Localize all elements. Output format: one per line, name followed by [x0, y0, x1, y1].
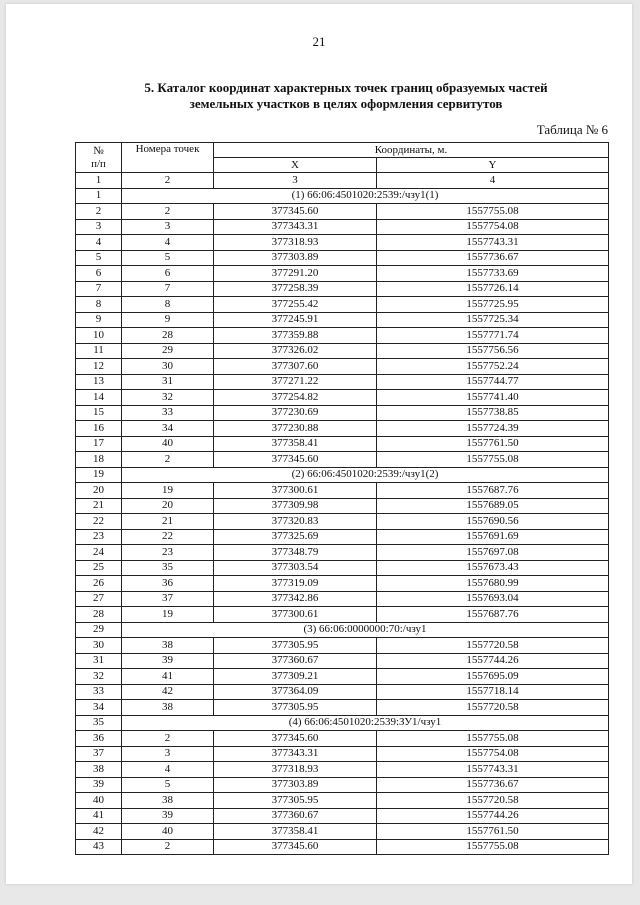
x-coordinate-cell: 377255.42	[214, 297, 377, 313]
x-coordinate-cell: 377348.79	[214, 545, 377, 561]
x-coordinate-cell: 377364.09	[214, 684, 377, 700]
x-coordinate-cell: 377358.41	[214, 436, 377, 452]
y-coordinate-cell: 1557744.26	[377, 653, 609, 669]
x-coordinate-cell: 377305.95	[214, 793, 377, 809]
table-row	[76, 824, 609, 840]
x-coordinate-cell: 377318.93	[214, 762, 377, 778]
y-coordinate-cell: 1557736.67	[377, 777, 609, 793]
point-number-cell: 41	[122, 669, 214, 685]
y-coordinate-cell: 1557754.08	[377, 746, 609, 762]
point-number-cell: 23	[122, 545, 214, 561]
table-section-row	[76, 188, 609, 204]
table-row	[76, 591, 609, 607]
table-body	[76, 188, 609, 855]
x-coordinate-cell: 377343.31	[214, 219, 377, 235]
point-number-cell: 5	[122, 250, 214, 266]
table-row	[76, 700, 609, 716]
x-coordinate-cell: 377326.02	[214, 343, 377, 359]
table-row	[76, 483, 609, 499]
point-number-cell: 32	[122, 390, 214, 406]
row-number-cell: 8	[76, 297, 122, 313]
y-coordinate-cell: 1557691.69	[377, 529, 609, 545]
table-row	[76, 235, 609, 251]
row-number-cell: 22	[76, 514, 122, 530]
y-coordinate-cell: 1557755.08	[377, 452, 609, 468]
column-number-cell: 4	[377, 173, 609, 189]
column-number-cell: 2	[122, 173, 214, 189]
section-title-cell: (3) 66:06:0000000:70:/чзу1	[122, 622, 609, 638]
point-number-cell: 19	[122, 483, 214, 499]
column-number-cell: 3	[214, 173, 377, 189]
row-number-cell: 36	[76, 731, 122, 747]
row-number-cell: 5	[76, 250, 122, 266]
point-number-cell: 4	[122, 762, 214, 778]
point-number-cell: 40	[122, 436, 214, 452]
x-coordinate-cell: 377320.83	[214, 514, 377, 530]
point-number-cell: 6	[122, 266, 214, 282]
row-number-cell: 15	[76, 405, 122, 421]
x-coordinate-cell: 377319.09	[214, 576, 377, 592]
row-number-cell: 41	[76, 808, 122, 824]
point-number-cell: 29	[122, 343, 214, 359]
document-page	[6, 4, 632, 884]
table-column-numbers-row	[76, 173, 609, 189]
table-row	[76, 808, 609, 824]
y-coordinate-cell: 1557680.99	[377, 576, 609, 592]
table-row	[76, 436, 609, 452]
row-number-cell: 34	[76, 700, 122, 716]
y-coordinate-cell: 1557673.43	[377, 560, 609, 576]
y-coordinate-cell: 1557744.26	[377, 808, 609, 824]
row-number-cell: 1	[76, 188, 122, 204]
header-coords: Координаты, м.	[214, 143, 609, 158]
row-number-cell: 20	[76, 483, 122, 499]
x-coordinate-cell: 377258.39	[214, 281, 377, 297]
header-y: Y	[377, 158, 609, 173]
y-coordinate-cell: 1557695.09	[377, 669, 609, 685]
x-coordinate-cell: 377309.98	[214, 498, 377, 514]
x-coordinate-cell: 377345.60	[214, 839, 377, 855]
row-number-cell: 7	[76, 281, 122, 297]
table-row	[76, 250, 609, 266]
row-number-cell: 33	[76, 684, 122, 700]
row-number-cell: 13	[76, 374, 122, 390]
y-coordinate-cell: 1557755.08	[377, 731, 609, 747]
x-coordinate-cell: 377307.60	[214, 359, 377, 375]
x-coordinate-cell: 377358.41	[214, 824, 377, 840]
y-coordinate-cell: 1557771.74	[377, 328, 609, 344]
x-coordinate-cell: 377360.67	[214, 653, 377, 669]
x-coordinate-cell: 377230.69	[214, 405, 377, 421]
table-header-row-1	[76, 143, 609, 158]
point-number-cell: 40	[122, 824, 214, 840]
row-number-cell: 19	[76, 467, 122, 483]
y-coordinate-cell: 1557743.31	[377, 762, 609, 778]
header-num-line-1: №	[93, 144, 104, 157]
x-coordinate-cell: 377245.91	[214, 312, 377, 328]
point-number-cell: 33	[122, 405, 214, 421]
y-coordinate-cell: 1557733.69	[377, 266, 609, 282]
x-coordinate-cell: 377360.67	[214, 808, 377, 824]
table-row	[76, 266, 609, 282]
table-section-row	[76, 715, 609, 731]
point-number-cell: 39	[122, 808, 214, 824]
row-number-cell: 29	[76, 622, 122, 638]
table-row	[76, 762, 609, 778]
y-coordinate-cell: 1557761.50	[377, 436, 609, 452]
y-coordinate-cell: 1557697.08	[377, 545, 609, 561]
coordinates-table	[75, 142, 609, 855]
point-number-cell: 37	[122, 591, 214, 607]
y-coordinate-cell: 1557755.08	[377, 204, 609, 220]
point-number-cell: 34	[122, 421, 214, 437]
point-number-cell: 3	[122, 219, 214, 235]
y-coordinate-cell: 1557690.56	[377, 514, 609, 530]
x-coordinate-cell: 377305.95	[214, 638, 377, 654]
x-coordinate-cell: 377345.60	[214, 731, 377, 747]
y-coordinate-cell: 1557741.40	[377, 390, 609, 406]
point-number-cell: 4	[122, 235, 214, 251]
y-coordinate-cell: 1557755.08	[377, 839, 609, 855]
row-number-cell: 35	[76, 715, 122, 731]
table-row	[76, 219, 609, 235]
row-number-cell: 18	[76, 452, 122, 468]
y-coordinate-cell: 1557754.08	[377, 219, 609, 235]
point-number-cell: 8	[122, 297, 214, 313]
table-row	[76, 731, 609, 747]
table-row	[76, 498, 609, 514]
row-number-cell: 39	[76, 777, 122, 793]
header-points: Номера точек	[122, 143, 214, 173]
table-row	[76, 793, 609, 809]
x-coordinate-cell: 377318.93	[214, 235, 377, 251]
point-number-cell: 3	[122, 746, 214, 762]
row-number-cell: 14	[76, 390, 122, 406]
table-row	[76, 328, 609, 344]
table-row	[76, 204, 609, 220]
x-coordinate-cell: 377230.88	[214, 421, 377, 437]
row-number-cell: 27	[76, 591, 122, 607]
row-number-cell: 37	[76, 746, 122, 762]
header-x: X	[214, 158, 377, 173]
table-row	[76, 529, 609, 545]
table-row	[76, 514, 609, 530]
x-coordinate-cell: 377303.54	[214, 560, 377, 576]
point-number-cell: 5	[122, 777, 214, 793]
row-number-cell: 23	[76, 529, 122, 545]
x-coordinate-cell: 377305.95	[214, 700, 377, 716]
table-row	[76, 638, 609, 654]
y-coordinate-cell: 1557738.85	[377, 405, 609, 421]
point-number-cell: 22	[122, 529, 214, 545]
x-coordinate-cell: 377300.61	[214, 607, 377, 623]
table-section-row	[76, 467, 609, 483]
point-number-cell: 39	[122, 653, 214, 669]
table-caption: Таблица № 6	[536, 122, 608, 137]
section-heading-line-1: 5. Каталог координат характерных точек границ образуемых частей	[144, 80, 548, 95]
table-row	[76, 421, 609, 437]
row-number-cell: 16	[76, 421, 122, 437]
y-coordinate-cell: 1557756.56	[377, 343, 609, 359]
x-coordinate-cell: 377359.88	[214, 328, 377, 344]
x-coordinate-cell: 377303.89	[214, 250, 377, 266]
row-number-cell: 9	[76, 312, 122, 328]
y-coordinate-cell: 1557720.58	[377, 638, 609, 654]
x-coordinate-cell: 377325.69	[214, 529, 377, 545]
point-number-cell: 35	[122, 560, 214, 576]
point-number-cell: 7	[122, 281, 214, 297]
row-number-cell: 28	[76, 607, 122, 623]
row-number-cell: 31	[76, 653, 122, 669]
table-row	[76, 374, 609, 390]
table-row	[76, 746, 609, 762]
row-number-cell: 11	[76, 343, 122, 359]
point-number-cell: 9	[122, 312, 214, 328]
y-coordinate-cell: 1557724.39	[377, 421, 609, 437]
row-number-cell: 2	[76, 204, 122, 220]
point-number-cell: 38	[122, 793, 214, 809]
y-coordinate-cell: 1557687.76	[377, 483, 609, 499]
x-coordinate-cell: 377300.61	[214, 483, 377, 499]
table-row	[76, 576, 609, 592]
y-coordinate-cell: 1557725.34	[377, 312, 609, 328]
row-number-cell: 42	[76, 824, 122, 840]
table-row	[76, 545, 609, 561]
y-coordinate-cell: 1557689.05	[377, 498, 609, 514]
point-number-cell: 42	[122, 684, 214, 700]
x-coordinate-cell: 377309.21	[214, 669, 377, 685]
row-number-cell: 24	[76, 545, 122, 561]
y-coordinate-cell: 1557720.58	[377, 700, 609, 716]
y-coordinate-cell: 1557761.50	[377, 824, 609, 840]
y-coordinate-cell: 1557720.58	[377, 793, 609, 809]
section-heading	[66, 80, 626, 112]
point-number-cell: 19	[122, 607, 214, 623]
point-number-cell: 31	[122, 374, 214, 390]
x-coordinate-cell: 377345.60	[214, 204, 377, 220]
y-coordinate-cell: 1557687.76	[377, 607, 609, 623]
y-coordinate-cell: 1557736.67	[377, 250, 609, 266]
y-coordinate-cell: 1557744.77	[377, 374, 609, 390]
section-title-cell: (1) 66:06:4501020:2539:/чзу1(1)	[122, 188, 609, 204]
table-row	[76, 839, 609, 855]
row-number-cell: 43	[76, 839, 122, 855]
row-number-cell: 12	[76, 359, 122, 375]
row-number-cell: 17	[76, 436, 122, 452]
y-coordinate-cell: 1557693.04	[377, 591, 609, 607]
point-number-cell: 30	[122, 359, 214, 375]
x-coordinate-cell: 377271.22	[214, 374, 377, 390]
point-number-cell: 2	[122, 204, 214, 220]
row-number-cell: 38	[76, 762, 122, 778]
x-coordinate-cell: 377345.60	[214, 452, 377, 468]
table-row	[76, 359, 609, 375]
table-row	[76, 312, 609, 328]
table-section-row	[76, 622, 609, 638]
table-row	[76, 669, 609, 685]
section-heading-line-2: земельных участков в целях оформления сервитутов	[189, 96, 503, 111]
section-title-cell: (2) 66:06:4501020:2539:/чзу1(2)	[122, 467, 609, 483]
header-num	[76, 143, 122, 173]
point-number-cell: 38	[122, 700, 214, 716]
row-number-cell: 21	[76, 498, 122, 514]
x-coordinate-cell: 377343.31	[214, 746, 377, 762]
row-number-cell: 10	[76, 328, 122, 344]
page-number: 21	[312, 34, 326, 49]
row-number-cell: 4	[76, 235, 122, 251]
point-number-cell: 20	[122, 498, 214, 514]
row-number-cell: 25	[76, 560, 122, 576]
row-number-cell: 26	[76, 576, 122, 592]
section-title-cell: (4) 66:06:4501020:2539:ЗУ1/чзу1	[122, 715, 609, 731]
x-coordinate-cell: 377254.82	[214, 390, 377, 406]
point-number-cell: 28	[122, 328, 214, 344]
table-row	[76, 684, 609, 700]
y-coordinate-cell: 1557725.95	[377, 297, 609, 313]
y-coordinate-cell: 1557743.31	[377, 235, 609, 251]
table-row	[76, 297, 609, 313]
y-coordinate-cell: 1557726.14	[377, 281, 609, 297]
table-row	[76, 607, 609, 623]
row-number-cell: 6	[76, 266, 122, 282]
point-number-cell: 2	[122, 731, 214, 747]
table-row	[76, 405, 609, 421]
point-number-cell: 21	[122, 514, 214, 530]
point-number-cell: 2	[122, 452, 214, 468]
column-number-cell: 1	[76, 173, 122, 189]
row-number-cell: 30	[76, 638, 122, 654]
point-number-cell: 36	[122, 576, 214, 592]
table-row	[76, 343, 609, 359]
table-row	[76, 281, 609, 297]
x-coordinate-cell: 377291.20	[214, 266, 377, 282]
table-row	[76, 452, 609, 468]
row-number-cell: 3	[76, 219, 122, 235]
table-row	[76, 560, 609, 576]
point-number-cell: 38	[122, 638, 214, 654]
row-number-cell: 32	[76, 669, 122, 685]
x-coordinate-cell: 377303.89	[214, 777, 377, 793]
x-coordinate-cell: 377342.86	[214, 591, 377, 607]
y-coordinate-cell: 1557752.24	[377, 359, 609, 375]
row-number-cell: 40	[76, 793, 122, 809]
y-coordinate-cell: 1557718.14	[377, 684, 609, 700]
table-row	[76, 653, 609, 669]
point-number-cell: 2	[122, 839, 214, 855]
table-row	[76, 390, 609, 406]
header-num-line-2: п/п	[91, 157, 106, 170]
table-row	[76, 777, 609, 793]
